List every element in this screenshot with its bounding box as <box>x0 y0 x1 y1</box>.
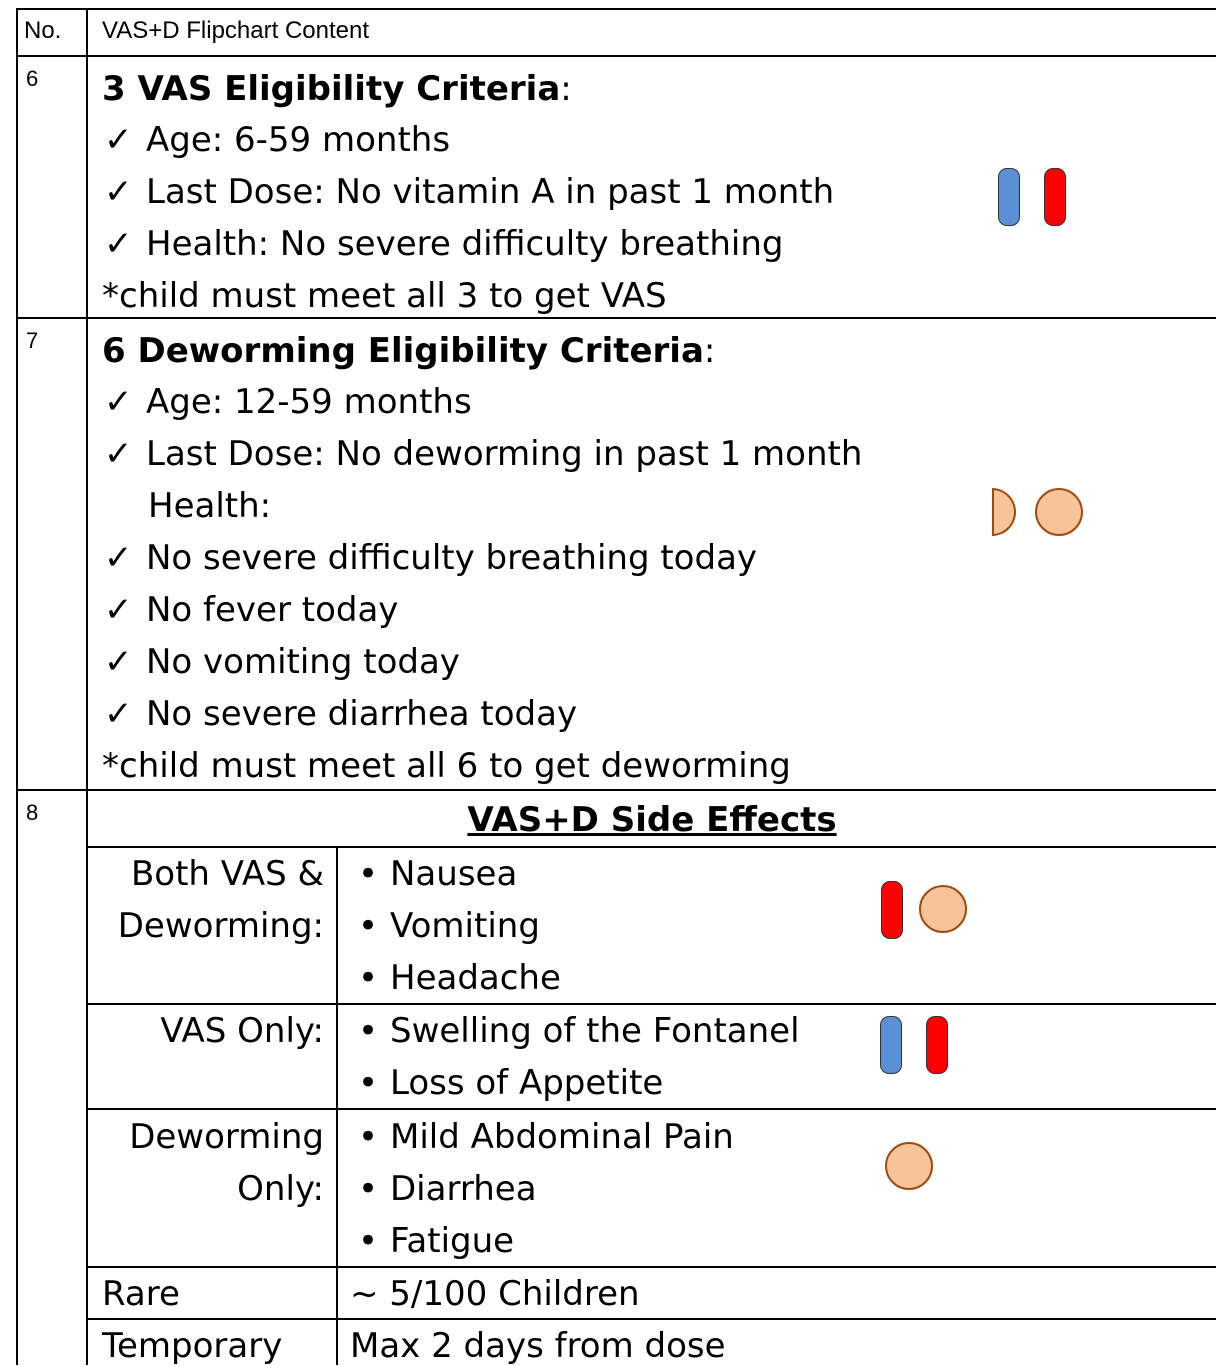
side-effects-divider-4 <box>86 1318 1216 1320</box>
checkmark-icon: ✓ <box>104 590 133 630</box>
deworming-criteria-item <box>104 434 862 474</box>
deworming-criteria-item-text: Age: 12-59 months <box>146 382 472 422</box>
vas-criteria-item <box>104 120 450 160</box>
side-effects-group-label: VAS Only: <box>160 1011 324 1051</box>
side-effects-title: VAS+D Side Effects <box>467 800 837 840</box>
vas-criteria-title-colon: : <box>560 69 572 109</box>
side-effect-item <box>346 958 561 998</box>
temporary-value: Max 2 days from dose <box>350 1326 726 1366</box>
side-effect-item-text: Diarrhea <box>390 1169 537 1209</box>
side-effect-item-text: Vomiting <box>390 906 540 946</box>
side-effects-column-divider <box>336 846 338 1365</box>
table-border-left <box>16 8 18 1365</box>
deworming-criteria-item <box>104 382 472 422</box>
deworming-health-item-text: No vomiting today <box>146 642 460 682</box>
deworming-health-item-text: No severe diarrhea today <box>146 694 578 734</box>
checkmark-icon: ✓ <box>104 382 133 422</box>
side-effect-item-text: Loss of Appetite <box>390 1063 664 1103</box>
checkmark-icon: ✓ <box>104 694 133 734</box>
bullet-icon: • <box>358 1011 379 1051</box>
vas-criteria-title <box>102 69 572 109</box>
vas-criteria-title-text: 3 VAS Eligibility Criteria <box>102 69 561 109</box>
row-divider-6-7 <box>16 317 1216 319</box>
bullet-icon: • <box>358 1169 379 1209</box>
tablet-icon <box>1035 488 1083 536</box>
table-border-top <box>16 8 1216 10</box>
checkmark-icon: ✓ <box>104 224 133 264</box>
side-effects-divider-2 <box>86 1108 1216 1110</box>
side-effects-divider-3 <box>86 1266 1216 1268</box>
deworming-criteria-title <box>102 331 715 371</box>
tablet-icon <box>919 885 967 933</box>
vas-criteria-item-text: Age: 6-59 months <box>146 120 451 160</box>
bullet-icon: • <box>358 1063 379 1103</box>
red-capsule-icon <box>1044 168 1066 226</box>
temporary-label: Temporary <box>102 1326 283 1366</box>
side-effect-item <box>346 1063 663 1103</box>
side-effect-item-text: Headache <box>390 958 561 998</box>
deworming-criteria-note: *child must meet all 6 to get deworming <box>102 746 791 786</box>
deworming-health-item <box>104 538 757 578</box>
row-divider-header <box>16 55 1216 57</box>
vas-criteria-note: *child must meet all 3 to get VAS <box>102 276 667 316</box>
side-effects-group-label: Deworming <box>129 1117 324 1157</box>
bullet-icon: • <box>358 1117 379 1157</box>
blue-capsule-icon <box>880 1016 902 1074</box>
side-effect-item-text: Mild Abdominal Pain <box>390 1117 734 1157</box>
header-content: VAS+D Flipchart Content <box>102 17 370 44</box>
vas-criteria-item-text: Last Dose: No vitamin A in past 1 month <box>146 172 835 212</box>
deworming-criteria-title-text: 6 Deworming Eligibility Criteria <box>102 331 704 371</box>
checkmark-icon: ✓ <box>104 434 133 474</box>
deworming-criteria-title-colon: : <box>703 331 716 371</box>
deworming-health-item <box>104 642 460 682</box>
checkmark-icon: ✓ <box>104 642 133 682</box>
column-divider <box>86 8 88 1365</box>
red-capsule-icon <box>881 881 903 939</box>
checkmark-icon: ✓ <box>104 538 133 578</box>
red-capsule-icon <box>926 1016 948 1074</box>
bullet-icon: • <box>358 906 379 946</box>
side-effects-divider-1 <box>86 1003 1216 1005</box>
vas-criteria-item <box>104 172 834 212</box>
side-effect-item-text: Swelling of the Fontanel <box>390 1011 800 1051</box>
side-effects-group-label: Deworming: <box>117 906 324 946</box>
deworming-health-item-text: No severe difficulty breathing today <box>146 538 758 578</box>
blue-capsule-icon <box>998 168 1020 226</box>
rare-value: ~ 5/100 Children <box>350 1274 640 1314</box>
row-number-6: 6 <box>26 66 39 91</box>
checkmark-icon: ✓ <box>104 172 133 212</box>
half-tablet-icon <box>992 488 1016 536</box>
rare-label: Rare <box>102 1274 180 1314</box>
bullet-icon: • <box>358 958 379 998</box>
vas-criteria-item-text: Health: No severe difficulty breathing <box>146 224 784 264</box>
side-effect-item <box>346 1011 800 1051</box>
side-effects-group-label: Only: <box>237 1169 324 1209</box>
header-no: No. <box>24 17 62 44</box>
deworming-health-label: Health: <box>148 486 272 526</box>
side-effect-item <box>346 854 517 894</box>
side-effect-item-text: Fatigue <box>390 1221 515 1261</box>
side-effect-item-text: Nausea <box>390 854 518 894</box>
vas-criteria-item <box>104 224 783 264</box>
deworming-health-item <box>104 590 398 630</box>
deworming-health-item <box>104 694 577 734</box>
side-effect-item <box>346 1169 537 1209</box>
row-number-7: 7 <box>26 328 39 353</box>
bullet-icon: • <box>358 854 379 894</box>
bullet-icon: • <box>358 1221 379 1261</box>
side-effect-item <box>346 1221 514 1261</box>
side-effects-divider-title <box>86 846 1216 848</box>
deworming-criteria-item-text: Last Dose: No deworming in past 1 month <box>146 434 863 474</box>
side-effect-item <box>346 906 540 946</box>
row-divider-7-8 <box>16 789 1216 791</box>
checkmark-icon: ✓ <box>104 120 133 160</box>
tablet-icon <box>885 1142 933 1190</box>
row-number-8: 8 <box>26 800 39 825</box>
side-effects-group-label: Both VAS & <box>130 854 324 894</box>
deworming-health-item-text: No fever today <box>146 590 399 630</box>
side-effect-item <box>346 1117 734 1157</box>
